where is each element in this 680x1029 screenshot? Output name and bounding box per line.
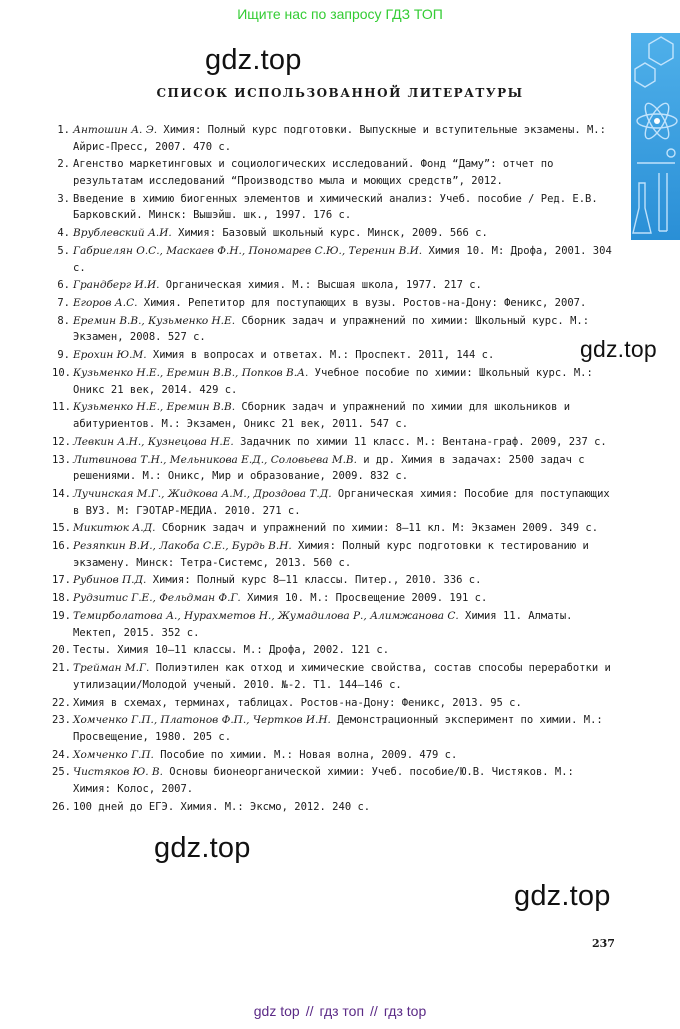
reference-details: Сборник задач и упражнений по химии: 8—11 кл. М: Экзамен 2009. 349 с. <box>155 522 599 535</box>
reference-number: 12. <box>52 435 71 448</box>
reference-author: Ерохин Ю.М. <box>73 349 147 362</box>
reference-item <box>52 642 616 659</box>
reference-item <box>52 347 616 364</box>
reference-number: 25. <box>52 766 71 779</box>
reference-details: Химия в схемах, терминах, таблицах. Ростов-на-Дону: Феникс, 2013. 95 с. <box>73 696 522 709</box>
reference-number: 9. <box>57 349 70 362</box>
reference-item <box>52 747 616 764</box>
reference-item <box>52 572 616 589</box>
reference-author: Грандберг И.И. <box>73 279 160 292</box>
reference-item <box>52 156 616 189</box>
reference-text <box>73 313 616 346</box>
reference-author: Габриелян О.С., Маскаев Ф.Н., Пономарев С.Ю., Теренин В.И. <box>73 244 423 257</box>
reference-number: 14. <box>52 487 71 500</box>
reference-text <box>73 572 616 589</box>
reference-number: 17. <box>52 574 71 587</box>
reference-text <box>73 191 616 224</box>
separator: // <box>305 1003 314 1019</box>
reference-number: 20. <box>52 644 71 657</box>
footer-link[interactable]: gdz top <box>253 1003 300 1019</box>
reference-text <box>73 764 616 797</box>
chemistry-decoration-icon <box>631 33 680 240</box>
reference-item <box>52 452 616 485</box>
reference-number: 8. <box>57 314 70 327</box>
reference-details: Химия в вопросах и ответах. М.: Проспект. 2011, 144 с. <box>146 349 495 362</box>
reference-details: Органическая химия: Пособие для поступающих в ВУЗ. М: ГЭОТАР-МЕДИА. 2010. 271 с. <box>73 487 610 517</box>
reference-details: Химия: Полный курс подготовки. Выпускные и вступительные экзамены. М.: Айрис-Пресс, 2007. 470 с. <box>73 124 606 153</box>
reference-number: 10. <box>52 367 71 379</box>
reference-item <box>52 277 616 294</box>
reference-text <box>73 712 616 745</box>
reference-author: Хомченко Г.П., Платонов Ф.П., Чертков И.Н. <box>73 714 331 727</box>
reference-details: Химия: Полный курс 8—11 классы. Питер., 2010. 336 с. <box>146 574 482 587</box>
reference-text <box>73 295 616 312</box>
reference-author: Антошин А. Э. <box>73 124 158 136</box>
top-banner[interactable]: Ищите нас по запросу ГДЗ ТОП <box>237 6 443 22</box>
reference-number: 11. <box>52 401 71 414</box>
reference-details: Задачник по химии 11 класс. М.: Вентана-граф. 2009, 237 с. <box>233 435 607 448</box>
reference-author: Кузьменко Н.Е., Еремин В.В. <box>73 401 236 414</box>
reference-details: Демонстрационный эксперимент по химии. М.: Просвещение, 1980. 205 с. <box>73 714 603 743</box>
reference-item <box>52 365 616 398</box>
reference-number: 18. <box>52 592 71 605</box>
reference-details: Основы бионеорганической химии: Учеб. пособие/Ю.В. Чистяков. М.: Химия: Колос, 2007. <box>73 766 574 796</box>
reference-item <box>52 608 616 641</box>
reference-author: Микитюк А.Д. <box>73 522 156 535</box>
reference-item <box>52 695 616 712</box>
reference-author: Кузьменко Н.Е., Еремин В.В., Попков В.А. <box>73 367 309 379</box>
reference-author: Врублевский А.И. <box>73 227 172 240</box>
reference-item <box>52 434 616 451</box>
reference-text <box>73 122 616 155</box>
footer-link[interactable]: гдз топ <box>319 1003 365 1019</box>
reference-number: 2. <box>57 158 70 171</box>
reference-number: 7. <box>57 297 70 310</box>
reference-item <box>52 295 616 312</box>
watermark: gdz.top <box>154 832 251 864</box>
reference-text <box>73 399 616 432</box>
reference-details: Пособие по химии. М.: Новая волна, 2009. 479 с. <box>153 748 458 761</box>
reference-list <box>52 122 616 817</box>
reference-item <box>52 486 616 519</box>
reference-text <box>73 434 616 451</box>
reference-item <box>52 225 616 242</box>
reference-details: Введение в химию биогенных элементов и химический анализ: Учеб. пособие / Ред. Е.В. Барковский. Минск: Вышэйш. шк., 1997. 176 с. <box>73 192 598 222</box>
reference-details: Сборник задач и упражнений по химии для школьников и абитуриентов. М.: Экзамен, Оникс 21 век, 2011. 547 с. <box>73 401 571 430</box>
watermark: gdz.top <box>580 336 657 362</box>
reference-details: и др. Химия в задачах: 2500 задач с решениями. М.: Оникс, Мир и образование, 2009. 832 с. <box>73 453 585 483</box>
page-number: 237 <box>592 937 615 950</box>
reference-author: Хомченко Г.П. <box>73 748 154 761</box>
reference-number: 16. <box>52 540 71 553</box>
reference-text <box>73 642 616 659</box>
reference-text <box>73 225 616 242</box>
reference-details: Полиэтилен как отход и химические свойства, состав способы переработки и утилизации/Молодой ученый. 2010. №-2. Т1. 144—146 с. <box>73 662 611 691</box>
reference-author: Егоров А.С. <box>73 297 138 310</box>
reference-details: Химия: Полный курс подготовки к тестированию и экзамену. Минск: Тетра-Системс, 2013. 560 с. <box>73 540 589 569</box>
reference-text <box>73 747 616 764</box>
reference-number: 24. <box>52 748 71 761</box>
reference-details: Сборник задач и упражнений по химии: Школьный курс. М.: Экзамен, 2008. 527 с. <box>73 314 590 344</box>
reference-author: Еремин В.В., Кузьменко Н.Е. <box>73 314 236 327</box>
reference-text <box>73 538 616 571</box>
reference-item <box>52 243 616 276</box>
watermark: gdz.top <box>205 44 302 76</box>
reference-text <box>73 365 616 398</box>
reference-text <box>73 520 616 537</box>
reference-text <box>73 695 616 712</box>
reference-item <box>52 520 616 537</box>
reference-author: Литвинова Т.Н., Мельникова Е.Д., Соловьева М.В. <box>73 453 357 466</box>
reference-item <box>52 764 616 797</box>
reference-author: Трейман М.Г. <box>73 662 150 675</box>
reference-number: 3. <box>57 192 70 205</box>
reference-details: Химия. Репетитор для поступающих в вузы. Ростов-на-Дону: Феникс, 2007. <box>137 297 587 310</box>
reference-number: 13. <box>52 453 71 466</box>
reference-details: 100 дней до ЕГЭ. Химия. М.: Эксмо, 2012. 240 с. <box>73 800 371 813</box>
reference-text <box>73 660 616 693</box>
page-title: СПИСОК ИСПОЛЬЗОВАННОЙ ЛИТЕРАТУРЫ <box>156 86 524 100</box>
reference-author: Чистяков Ю. В. <box>73 766 163 779</box>
reference-text <box>73 347 616 364</box>
reference-author: Рудзитис Г.Е., Фельдман Ф.Г. <box>73 592 241 605</box>
watermark: gdz.top <box>514 880 611 912</box>
reference-details: Химия 10. М.: Просвещение 2009. 191 с. <box>240 592 488 605</box>
reference-number: 21. <box>52 662 71 675</box>
reference-author: Темирболатова А., Нурахметов Н., Жумадилова Р., Алимжанова С. <box>73 610 459 622</box>
reference-number: 19. <box>52 610 71 622</box>
reference-text <box>73 277 616 294</box>
footer-link[interactable]: гдз top <box>383 1003 427 1019</box>
reference-details: Учебное пособие по химии: Школьный курс. М.: Оникс 21 век, 2014. 429 с. <box>73 367 593 396</box>
reference-item <box>52 712 616 745</box>
reference-text <box>73 799 616 816</box>
reference-author: Рубинов П.Д. <box>73 574 147 587</box>
reference-text <box>73 486 616 519</box>
separator: // <box>370 1003 378 1019</box>
reference-number: 6. <box>57 279 70 292</box>
reference-number: 1. <box>57 124 70 136</box>
reference-item <box>52 799 616 816</box>
reference-number: 23. <box>52 714 71 727</box>
reference-number: 26. <box>52 800 71 813</box>
reference-item <box>52 399 616 432</box>
reference-item <box>52 191 616 224</box>
reference-text <box>73 608 616 641</box>
reference-item <box>52 122 616 155</box>
reference-author: Лучинская М.Г., Жидкова А.М., Дроздова Т.Д. <box>73 487 332 500</box>
reference-item <box>52 590 616 607</box>
footer-links <box>0 1003 680 1019</box>
reference-item <box>52 538 616 571</box>
reference-details: Тесты. Химия 10—11 классы. М.: Дрофа, 2002. 121 с. <box>73 644 390 657</box>
reference-details: Органическая химия. М.: Высшая школа, 1977. 217 с. <box>159 279 482 292</box>
reference-text <box>73 243 616 276</box>
reference-number: 22. <box>52 696 71 709</box>
reference-number: 5. <box>57 244 70 257</box>
reference-text <box>73 452 616 485</box>
reference-number: 15. <box>52 522 71 535</box>
reference-details: Химия 11. Алматы. Мектеп, 2015. 352 с. <box>73 610 573 639</box>
reference-author: Резяпкин В.И., Лакоба С.Е., Бурдь В.Н. <box>73 540 292 553</box>
reference-text <box>73 156 616 189</box>
reference-details: Агенство маркетинговых и социологических исследований. Фонд “Даму”: отчет по результатам исследований “Производство мыла и моющих средств”, 2012. <box>73 158 554 187</box>
reference-item <box>52 313 616 346</box>
reference-author: Левкин А.Н., Кузнецова Н.Е. <box>73 435 234 448</box>
reference-details: Химия: Базовый школьный курс. Минск, 2009. 566 с. <box>171 227 488 240</box>
reference-text <box>73 590 616 607</box>
reference-item <box>52 660 616 693</box>
reference-details: Химия 10. М: Дрофа, 2001. 304 с. <box>73 244 612 274</box>
reference-number: 4. <box>57 227 70 240</box>
